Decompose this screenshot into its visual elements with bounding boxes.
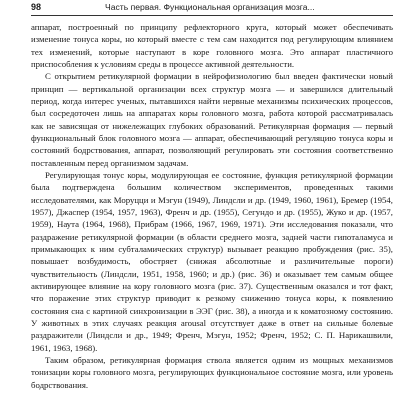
paragraph-reticular-formation-discovery: С открытием ретикулярной формации в нейрофизиологию был введен фактически новый принцип — вертикальной организации всех структур мозга — и завершился длительный период, когда интерес ученых, пытавшихся найти нервные механизмы психических процессов, был сосредоточен лишь на аппаратах коры головного мозга, работа которой рассматривалась как не зависящая от нижележащих глубоких образований. Ретикулярная формация — первый функциональный блок головного мозга — аппарат, обеспечивающий регуляцию тонуса коры и состояний бодрствования, аппарат, позволяющий регулировать эти состояния соответственно поставленным перед организмом задачам. [31,71,393,168]
paragraph-experimental-evidence: Регулирующая тонус коры, модулирующая ее состояние, функция ретикулярной формации была подтверждена большим количеством экспериментов, проведенных такими исследователями, как Моруцци и Мэгун (1949), Линдсли и др. (1949, 1960, 1961), Бремер (1954, 1957), Джаспер (1954, 1957, 1963), Френч и др. (1955), Сегундо и др. (1955), Жуко и др. (1957, 1959), Наута (1964, 1968), Прибрам (1966, 1967, 1969, 1971). Эти исследования показали, что раздражение ретикулярной формации (в области среднего мозга, задней части гипоталамуса и примыкающих к ним субталамических структур) вызывает реакцию пробуждения (рис. 35), повышает возбудимость, обостряет (снижая абсолютные и различительные пороги) чувствительность (Линдсли, 1951, 1958, 1960; и др.) (рис. 36) и оказывает тем самым общее активирующее влияние на кору головного мозга (рис. 37). Существенным оказался и тот факт, что поражение этих структур приводит к резкому снижению тонуса коры, к появлению состояния сна с картиной синхронизации в ЭЭГ (рис. 38), а иногда и к коматозному состоянию. У животных в этих случаях реакция arousal отсутствует даже в ответ на сильные болевые раздражители (Линдсли и др., 1949; Френч, Мэгун, 1952; Френч, 1952; С. П. Нарикашвили, 1961, 1963, 1968). [31,169,393,353]
page-number: 98 [31,2,42,12]
body-text [31,21,393,391]
paragraph-continuation: аппарат, построенный по принципу рефлекторного круга, который может обеспечивать изменение тонуса коры, но который вместе с тем сам находится под регулирующим влиянием тех изменений, которые наступают в коре головного мозга. Это аппарат пластичного приспособления к условиям среды в процессе активной деятельности. [31,22,393,69]
paragraph-conclusion: Таким образом, ретикулярная формация ствола является одним из мощных механизмов тонизации коры головного мозга, регулирующих функциональное состояние мозга, или уровень бодрствования. [31,354,393,390]
running-header [31,1,393,16]
chapter-title: Часть первая. Функциональная организация мозга... [105,2,315,12]
book-page [31,0,393,420]
